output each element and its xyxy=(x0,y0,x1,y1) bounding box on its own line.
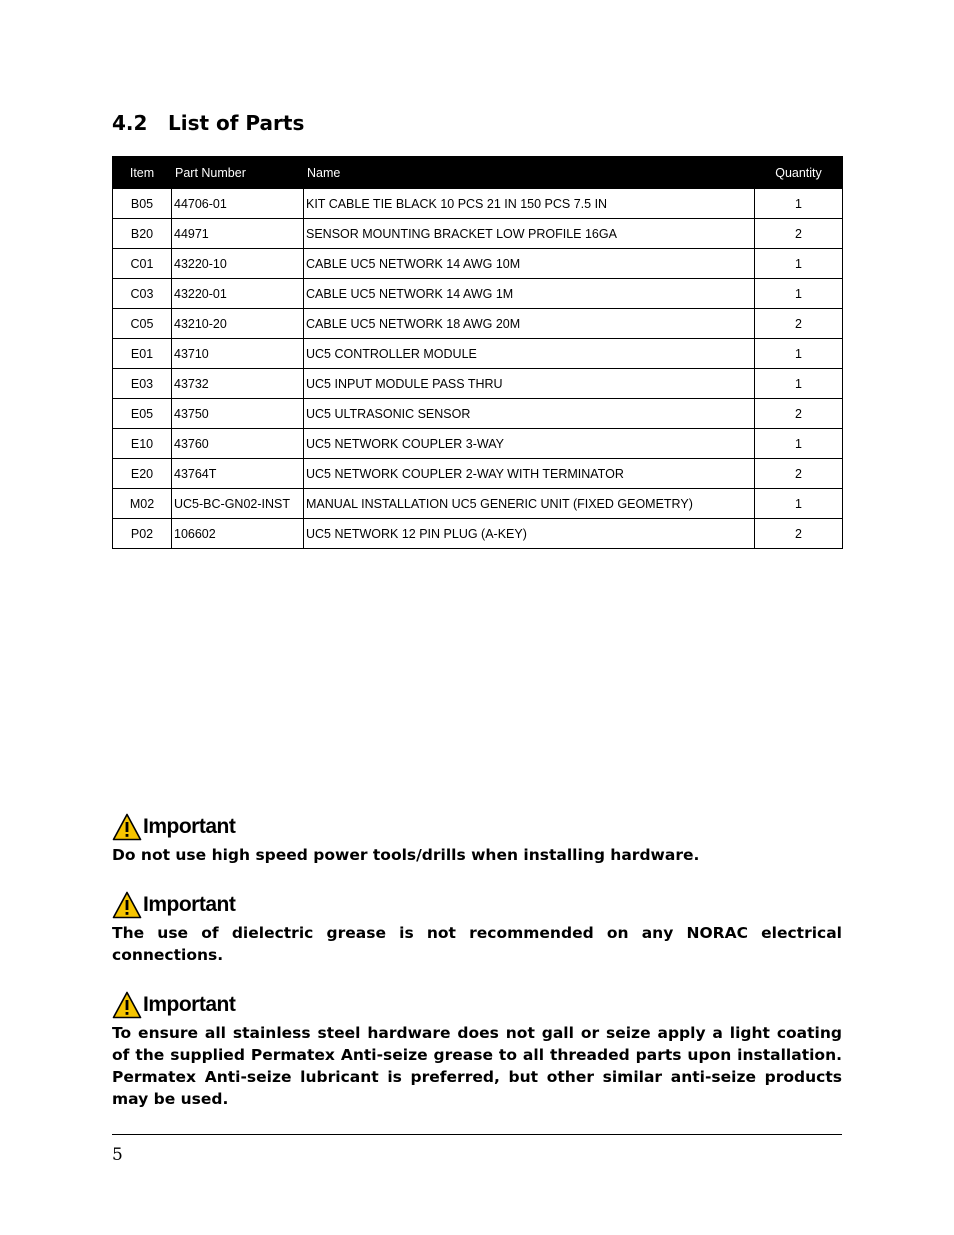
cell-item: M02 xyxy=(113,489,172,519)
cell-quantity: 1 xyxy=(755,489,843,519)
cell-quantity: 2 xyxy=(755,219,843,249)
cell-part-number: 106602 xyxy=(172,519,304,549)
warning-triangle-icon xyxy=(112,813,142,841)
table-row xyxy=(113,369,843,399)
header-name: Name xyxy=(304,157,755,189)
cell-item: C05 xyxy=(113,309,172,339)
table-row xyxy=(113,429,843,459)
parts-table xyxy=(112,156,843,549)
cell-item: P02 xyxy=(113,519,172,549)
table-row xyxy=(113,459,843,489)
table-row xyxy=(113,519,843,549)
cell-item: E01 xyxy=(113,339,172,369)
table-row xyxy=(113,249,843,279)
cell-item: E05 xyxy=(113,399,172,429)
cell-quantity: 1 xyxy=(755,249,843,279)
notice-text: The use of dielectric grease is not recommended on any NORAC electrical connections. xyxy=(112,924,842,964)
header-part-number: Part Number xyxy=(172,157,304,189)
cell-part-number: 43764T xyxy=(172,459,304,489)
section-title: List of Parts xyxy=(168,111,305,135)
cell-quantity: 1 xyxy=(755,429,843,459)
cell-item: C03 xyxy=(113,279,172,309)
cell-item: C01 xyxy=(113,249,172,279)
cell-name: UC5 NETWORK 12 PIN PLUG (A-KEY) xyxy=(304,519,755,549)
notice-title: Important xyxy=(143,815,236,838)
parts-table-body xyxy=(113,189,843,549)
cell-part-number: UC5-BC-GN02-INST xyxy=(172,489,304,519)
cell-item: E20 xyxy=(113,459,172,489)
notice-text: Do not use high speed power tools/drills when installing hardware. xyxy=(112,846,700,864)
parts-table-header xyxy=(113,157,843,189)
cell-name: UC5 CONTROLLER MODULE xyxy=(304,339,755,369)
cell-name: UC5 ULTRASONIC SENSOR xyxy=(304,399,755,429)
footer-divider xyxy=(112,1134,842,1135)
cell-name: CABLE UC5 NETWORK 18 AWG 20M xyxy=(304,309,755,339)
notice-anti-seize xyxy=(112,990,842,1110)
table-row xyxy=(113,489,843,519)
cell-item: E10 xyxy=(113,429,172,459)
cell-name: UC5 NETWORK COUPLER 3-WAY xyxy=(304,429,755,459)
cell-part-number: 43210-20 xyxy=(172,309,304,339)
notice-dielectric-grease xyxy=(112,890,842,966)
cell-item: E03 xyxy=(113,369,172,399)
cell-name: SENSOR MOUNTING BRACKET LOW PROFILE 16GA xyxy=(304,219,755,249)
table-row xyxy=(113,189,843,219)
cell-part-number: 43710 xyxy=(172,339,304,369)
cell-name: CABLE UC5 NETWORK 14 AWG 1M xyxy=(304,279,755,309)
cell-quantity: 1 xyxy=(755,189,843,219)
cell-quantity: 2 xyxy=(755,309,843,339)
cell-quantity: 2 xyxy=(755,459,843,489)
cell-quantity: 1 xyxy=(755,279,843,309)
notice-text: To ensure all stainless steel hardware does not gall or seize apply a light coating of the supplied Permatex Anti-seize grease to all threaded parts upon installation. Permatex Anti-seize lubricant is preferred, but other similar anti-seize products may be used. xyxy=(112,1024,842,1108)
table-row xyxy=(113,279,843,309)
cell-quantity: 1 xyxy=(755,339,843,369)
cell-part-number: 43750 xyxy=(172,399,304,429)
warning-triangle-icon xyxy=(112,991,142,1019)
notice-title: Important xyxy=(143,893,236,916)
cell-quantity: 1 xyxy=(755,369,843,399)
warning-triangle-icon xyxy=(112,891,142,919)
cell-part-number: 43732 xyxy=(172,369,304,399)
cell-name: KIT CABLE TIE BLACK 10 PCS 21 IN 150 PCS 7.5 IN xyxy=(304,189,755,219)
cell-part-number: 43220-10 xyxy=(172,249,304,279)
cell-name: UC5 NETWORK COUPLER 2-WAY WITH TERMINATOR xyxy=(304,459,755,489)
notice-title: Important xyxy=(143,993,236,1016)
table-row xyxy=(113,339,843,369)
table-row xyxy=(113,399,843,429)
header-quantity: Quantity xyxy=(755,157,843,189)
cell-quantity: 2 xyxy=(755,519,843,549)
cell-part-number: 43760 xyxy=(172,429,304,459)
cell-part-number: 44706-01 xyxy=(172,189,304,219)
notice-header xyxy=(112,890,842,920)
cell-part-number: 44971 xyxy=(172,219,304,249)
notice-power-tools xyxy=(112,812,842,866)
cell-item: B20 xyxy=(113,219,172,249)
cell-part-number: 43220-01 xyxy=(172,279,304,309)
cell-name: UC5 INPUT MODULE PASS THRU xyxy=(304,369,755,399)
section-number: 4.2 xyxy=(112,111,148,135)
cell-name: CABLE UC5 NETWORK 14 AWG 10M xyxy=(304,249,755,279)
notice-header xyxy=(112,812,842,842)
notice-header xyxy=(112,990,842,1020)
cell-name: MANUAL INSTALLATION UC5 GENERIC UNIT (FIXED GEOMETRY) xyxy=(304,489,755,519)
cell-quantity: 2 xyxy=(755,399,843,429)
table-header-row xyxy=(113,157,843,189)
table-row xyxy=(113,219,843,249)
page-number: 5 xyxy=(112,1145,123,1165)
section-heading xyxy=(112,108,304,138)
header-item: Item xyxy=(113,157,172,189)
cell-item: B05 xyxy=(113,189,172,219)
table-row xyxy=(113,309,843,339)
